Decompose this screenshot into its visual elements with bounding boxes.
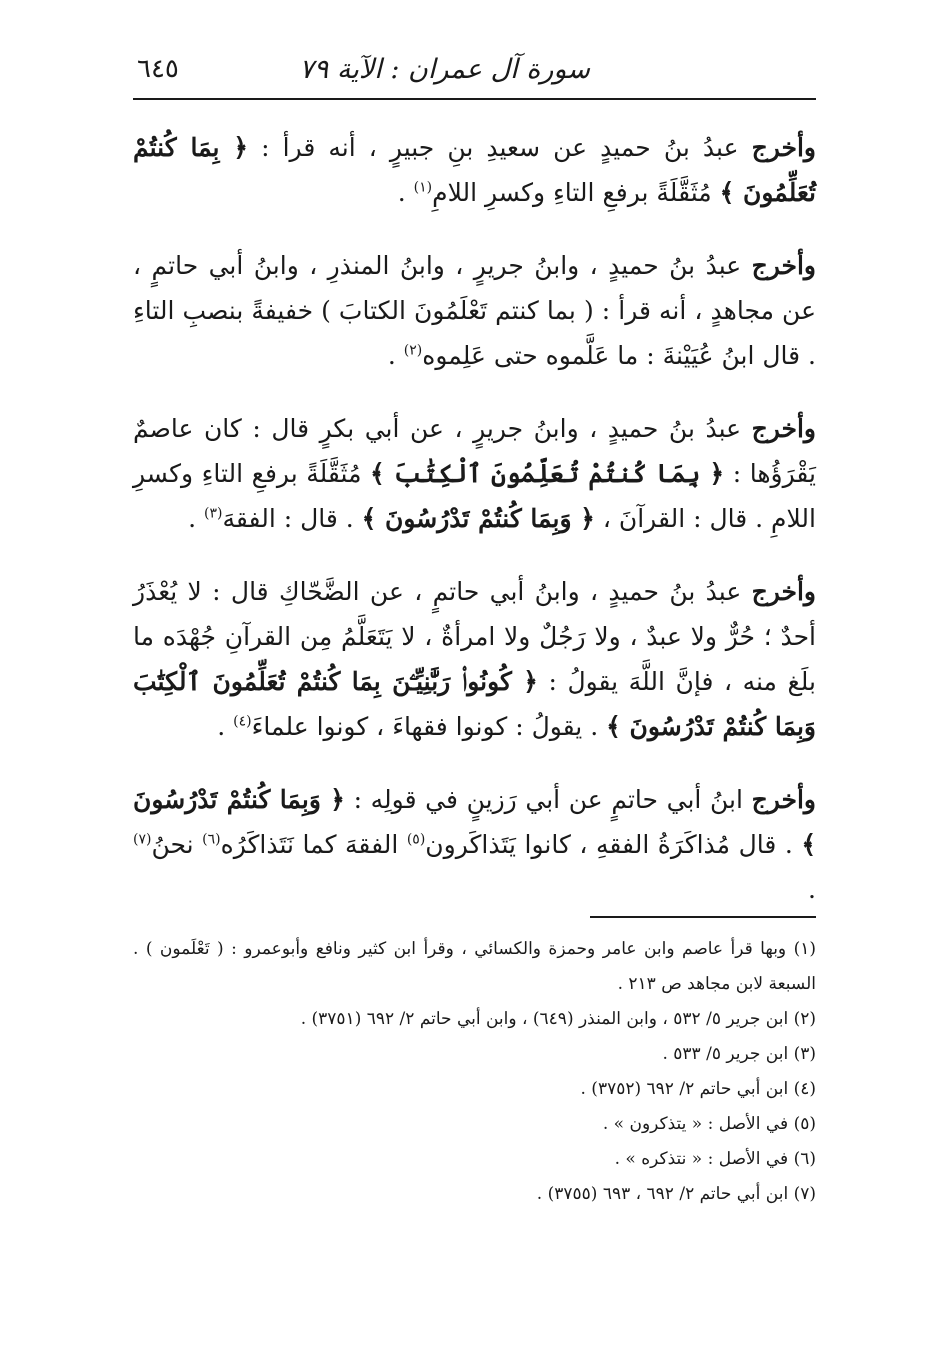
footnote-ref: (٦) bbox=[202, 831, 221, 848]
quran-quote: ﴿ كُونُوا۟ رَبَّٰنِيِّـۧنَ بِمَا كُنتُمْ تُعَلِّمُونَ ٱلْكِتَٰبَ وَبِمَا كُنتُمْ تَدْرُسُونَ ﴾ bbox=[133, 667, 816, 741]
paragraph-text: مُثَقَّلَةً برفعِ التاءِ وكسرِ اللامِ bbox=[432, 178, 712, 207]
page-header bbox=[133, 50, 816, 98]
footnote-2: (٢) ابن جرير ٥/ ٥٣٢ ، وابن المنذر (٦٤٩) ، وابن أبي حاتم ٢/ ٦٩٢ (٣٧٥١) . bbox=[300, 1009, 816, 1029]
paragraph-text: عبدُ بنُ حميدٍ ، وابنُ جريرٍ ، وابنُ المنذرِ ، وابنُ أبي حاتمٍ ، عن مجاهدٍ ، أنه قرأ : ( بما كنتم تَعْلَمُونَ الكتابَ ) خفيفةً بنصبِ التاءِ . قال ابنُ عُيَيْنةَ : ما عَلَّموه حتى عَلِموه bbox=[133, 251, 816, 370]
paragraph-text: عبدُ بنُ حميدٍ عن سعيدِ بنِ جبيرٍ ، أنه قرأ : bbox=[261, 133, 739, 162]
paragraph-text: نحنُ bbox=[151, 830, 203, 859]
paragraph-lead: وأخرج bbox=[751, 785, 816, 814]
footnote-ref: (١) bbox=[413, 179, 433, 196]
footnote-5: (٥) في الأصل : « يتذكرون » . bbox=[602, 1114, 816, 1134]
quran-quote: ﴿ بِمَا كُنتُمْ تُعَلِّمُونَ ٱلْكِتَٰبَ ﴾ bbox=[370, 459, 725, 488]
paragraph-text: . قال مُذاكَرَةُ الفقهِ ، كانوا يَتَذاكَرون bbox=[425, 830, 793, 859]
paragraph-text: عبدُ بنُ حميدٍ ، وابنُ جريرٍ ، عن أبي بكرٍ قال : كان عاصمٌ يَقْرَؤُها : bbox=[133, 414, 816, 488]
footnote-ref: (٧) bbox=[133, 831, 152, 848]
paragraph-5 bbox=[133, 777, 816, 912]
paragraph-3 bbox=[133, 406, 816, 541]
paragraph-2 bbox=[133, 243, 816, 378]
footnote-7: (٧) ابن أبي حاتم ٢/ ٦٩٢ ، ٦٩٣ (٣٧٥٥) . bbox=[536, 1184, 816, 1204]
paragraph-text: مُثَقَّلَةً برفعِ التاءِ وكسرِ اللامِ . قال : القرآنَ ، bbox=[133, 459, 816, 533]
page-number: ٦٤٥ bbox=[137, 54, 179, 84]
paragraph-end: . bbox=[188, 504, 205, 533]
paragraph-lead: وأخرج bbox=[751, 577, 816, 606]
paragraph-lead: وأخرج bbox=[751, 133, 816, 162]
footnote-3: (٣) ابن جرير ٥/ ٥٣٣ . bbox=[662, 1044, 816, 1064]
footnotes bbox=[133, 932, 816, 1212]
paragraph-lead: وأخرج bbox=[751, 251, 816, 280]
paragraph-end: . bbox=[808, 875, 816, 904]
footnote-4: (٤) ابن أبي حاتم ٢/ ٦٩٢ (٣٧٥٢) . bbox=[580, 1079, 816, 1099]
footnote-ref: (٤) bbox=[233, 713, 252, 730]
paragraph-lead: وأخرج bbox=[751, 414, 816, 443]
footnote-rule bbox=[590, 916, 816, 918]
footnote-6: (٦) في الأصل : « نتذكره » . bbox=[614, 1149, 816, 1169]
paragraph-4 bbox=[133, 569, 816, 749]
paragraph-text: الفقهَ كما نَتَذاكَرُه bbox=[220, 830, 407, 859]
paragraph-end: . bbox=[397, 178, 414, 207]
paragraph-text: . قال : الفقهَ bbox=[222, 504, 354, 533]
main-text bbox=[133, 125, 816, 940]
paragraph-text: . يقولُ : كونوا فقهاءَ ، كونوا علماءَ bbox=[251, 712, 599, 741]
paragraph-text: ابنُ أبي حاتمٍ عن أبي رَزينٍ في قولِه : bbox=[353, 785, 743, 814]
footnote-1: (١) وبها قرأ عاصم وابن عامر وحمزة والكسائي ، وقرأ ابن كثير ونافع وأبوعمرو : ( تَعْلَمون ) . السبعة لابن مجاهد ص ٢١٣ . bbox=[133, 939, 816, 994]
footnote-ref: (٣) bbox=[204, 505, 223, 522]
paragraph-end: . bbox=[387, 341, 404, 370]
paragraph-text: عبدُ بنُ حميدٍ ، وابنُ أبي حاتمٍ ، عن الضَّحّاكِ قال : لا يُعْذَرُ أحدٌ ؛ حُرٌّ ولا عبدٌ ، ولا رَجُلٌ ولا امرأةٌ ، لا يَتَعَلَّمُ مِن القرآنِ جُهْدَه ما بلَغ منه ، فإنَّ اللَّهَ يقولُ : bbox=[133, 577, 817, 696]
paragraph-1 bbox=[133, 125, 816, 215]
page-title: سورة آل عمران : الآية ٧٩ bbox=[299, 54, 590, 85]
paragraph-end: . bbox=[217, 712, 234, 741]
quran-quote: ﴿ وَبِمَا كُنتُمْ تَدْرُسُونَ ﴾ bbox=[133, 785, 817, 859]
quran-quote: ﴿ بِمَا كُنتُمْ تُعَلِّمُونَ ﴾ bbox=[133, 133, 816, 207]
footnote-ref: (٥) bbox=[406, 831, 426, 848]
footnote-ref: (٢) bbox=[403, 342, 423, 359]
quran-quote: ﴿ وَبِمَا كُنتُمْ تَدْرُسُونَ ﴾ bbox=[361, 504, 595, 533]
header-rule bbox=[133, 98, 816, 100]
